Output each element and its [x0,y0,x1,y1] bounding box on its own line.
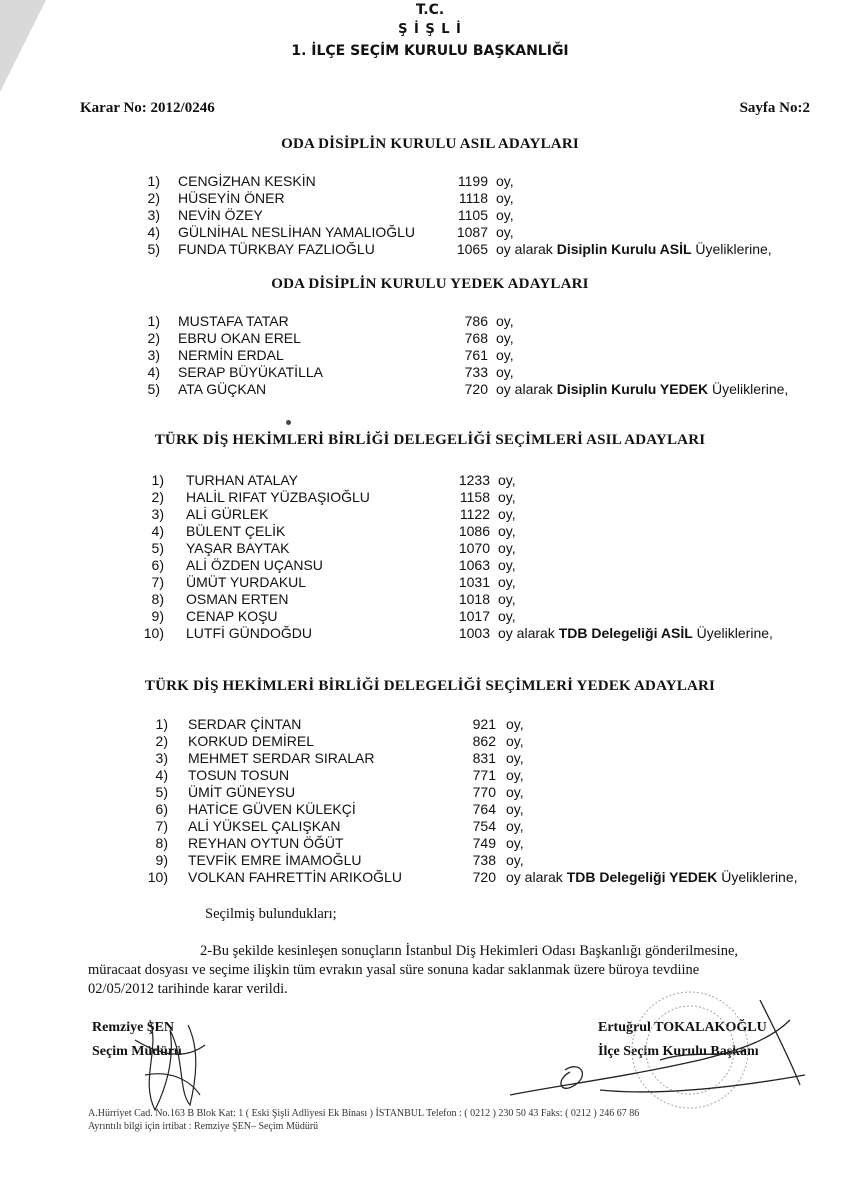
candidate-name: ALİ GÜRLEK [186,506,269,522]
candidate-name: CENGİZHAN KESKİN [178,173,316,189]
vote-unit: oy, [498,608,516,624]
vote-unit: oy, [496,330,514,346]
suffix-membership: TDB Delegeliği ASİL [558,625,693,641]
candidate-name: OSMAN ERTEN [186,591,289,607]
candidate-votes: 1063 [458,557,490,573]
suffix-membership: Disiplin Kurulu ASİL [556,241,692,257]
left-signatory-name: Remziye ŞEN [92,1020,175,1035]
candidate-votes: 1199 [457,173,488,189]
candidate-votes: 738 [472,852,496,868]
candidate-votes: 1087 [456,224,488,240]
vote-unit: oy, [496,313,514,329]
candidate-rank: 5) [151,540,164,556]
section-title: TÜRK DİŞ HEKİMLERİ BİRLİĞİ DELEGELİĞİ SEÇİMLERİ ASIL ADAYLARI [154,432,706,448]
right-signature [510,1000,805,1095]
suffix-membership: Disiplin Kurulu YEDEK [556,381,709,397]
candidate-votes: 1031 [458,574,490,590]
right-signatory-name: Ertuğrul TOKALAKOĞLU [598,1020,767,1035]
vote-unit: oy, [506,733,524,749]
candidate-rank: 6) [151,557,164,573]
candidate-name: NEVİN ÖZEY [178,207,263,223]
candidate-rank: 2) [147,190,160,206]
candidate-votes: 862 [472,733,496,749]
page-number: Sayfa No:2 [739,100,810,116]
vote-unit: oy, [498,506,516,522]
candidate-rank: 3) [155,750,168,766]
suffix-prefix: oy alarak [496,241,557,257]
candidate-rank: 3) [151,506,164,522]
vote-unit: oy, [506,801,524,817]
vote-unit: oy, [506,835,524,851]
candidate-votes: 749 [472,835,496,851]
decision-paragraph-line2: müracaat dosyası ve seçime ilişkin tüm evrakın yasal süre sonuna kadar saklanmak üzere büroya tevdiine [88,962,700,978]
candidate-votes: 720 [464,381,488,397]
candidate-rank: 5) [155,784,168,800]
suffix-end: Üyeliklerine, [691,241,772,257]
elected-text: Seçilmiş bulundukları; [205,906,337,922]
vote-unit: oy, [496,173,514,189]
candidate-votes: 1233 [458,472,490,488]
candidate-votes: 771 [472,767,496,783]
candidate-rank: 7) [155,818,168,834]
candidate-votes: 1118 [458,190,488,206]
candidate-rank: 9) [155,852,168,868]
candidate-name: VOLKAN FAHRETTİN ARIKOĞLU [188,869,402,885]
candidate-rank: 2) [151,489,164,505]
suffix-membership: TDB Delegeliği YEDEK [566,869,718,885]
vote-unit: oy, [506,750,524,766]
footer-contact: Ayrıntılı bilgi için irtibat : Remziye ŞEN– Seçim Müdürü [88,1121,319,1132]
candidate-rank: 6) [155,801,168,817]
section-title: ODA DİSİPLİN KURULU ASIL ADAYLARI [281,136,579,152]
candidate-rank: 10) [147,869,168,885]
candidate-rank: 1) [147,313,160,329]
candidate-name: FUNDA TÜRKBAY FAZLIOĞLU [178,241,375,257]
candidate-votes: 754 [472,818,496,834]
vote-unit: oy, [498,472,516,488]
candidate-name: ÜMÜT YURDAKUL [186,574,307,590]
candidate-name: ÜMİT GÜNEYSU [188,784,296,800]
candidate-name: MEHMET SERDAR SIRALAR [188,750,375,766]
decision-paragraph-line3: 02/05/2012 tarihinde karar verildi. [88,981,288,997]
candidate-rank: 3) [147,347,160,363]
decision-paragraph-line1: 2-Bu şekilde kesinleşen sonuçların İstanbul Diş Hekimleri Odası Başkanlığı gönderilmesine, [200,943,739,959]
suffix-end: Üyeliklerine, [717,869,798,885]
footer-address: A.Hürriyet Cad. No.163 B Blok Kat: 1 ( Eski Şişli Adliyesi Ek Binası ) İSTANBUL Telefon : ( 0212 ) 230 50 43 Faks: ( 0212 ) 246 67 86 [88,1108,640,1119]
candidate-name: ALİ YÜKSEL ÇALIŞKAN [188,818,341,834]
candidate-name: TOSUN TOSUN [188,767,290,783]
candidate-rank: 1) [147,173,160,189]
vote-unit: oy, [498,557,516,573]
candidate-rank: 5) [147,381,160,397]
candidate-name: HATİCE GÜVEN KÜLEKÇİ [188,801,356,817]
right-signatory-title: İlçe Seçim Kurulu Başkanı [598,1044,759,1059]
vote-unit: oy, [496,347,514,363]
suffix-end: Üyeliklerine, [692,625,773,641]
candidate-rank: 8) [151,591,164,607]
candidate-name: MUSTAFA TATAR [178,313,289,329]
vote-unit: oy, [498,523,516,539]
candidate-votes: 1017 [458,608,490,624]
header-tc: T.C. [415,2,445,18]
vote-unit: oy, [496,364,514,380]
candidate-rank: 2) [147,330,160,346]
candidate-votes: 1018 [458,591,490,607]
candidate-rank: 2) [155,733,168,749]
candidate-rank: 4) [147,224,160,240]
candidate-name: TURHAN ATALAY [186,472,299,488]
candidate-rank: 1) [151,472,164,488]
candidate-rank: 10) [143,625,164,641]
header-sisli: Ş İ Ş L İ [398,22,462,37]
candidate-votes: 768 [464,330,488,346]
candidate-name: ATA GÜÇKAN [178,381,267,397]
suffix-prefix: oy alarak [506,869,567,885]
candidate-name: TEVFİK EMRE İMAMOĞLU [188,852,362,868]
candidate-name: KORKUD DEMİREL [188,733,315,749]
vote-unit: oy, [498,574,516,590]
candidate-rank: 4) [151,523,164,539]
left-signatory-title: Seçim Müdürü [92,1044,182,1059]
candidate-name: GÜLNİHAL NESLİHAN YAMALIOĞLU [178,224,416,240]
vote-unit: oy, [496,190,514,206]
vote-unit: oy, [506,852,524,868]
vote-unit: oy, [498,489,516,505]
section-title: TÜRK DİŞ HEKİMLERİ BİRLİĞİ DELEGELİĞİ SEÇİMLERİ YEDEK ADAYLARI [144,678,716,694]
candidate-rank: 4) [155,767,168,783]
section-title: ODA DİSİPLİN KURULU YEDEK ADAYLARI [271,276,589,292]
suffix-prefix: oy alarak [496,381,557,397]
candidate-name: LUTFİ GÜNDOĞDU [186,625,312,641]
candidate-name: EBRU OKAN EREL [178,330,301,346]
candidate-name: YAŞAR BAYTAK [186,540,290,556]
candidate-votes: 1003 [458,625,490,641]
candidate-votes: 786 [464,313,488,329]
candidate-name: ALİ ÖZDEN UÇANSU [186,557,323,573]
candidate-votes: 1086 [458,523,490,539]
candidate-votes: 921 [472,716,496,732]
candidate-name: HÜSEYİN ÖNER [178,190,285,206]
candidate-name: SERDAR ÇİNTAN [188,716,302,732]
candidate-rank: 3) [147,207,160,223]
candidate-votes: 1070 [458,540,490,556]
header-board: 1. İLÇE SEÇİM KURULU BAŞKANLIĞI [291,43,569,59]
candidate-name: REYHAN OYTUN ÖĞÜT [188,835,344,851]
candidate-votes: 770 [472,784,496,800]
candidate-votes: 720 [472,869,496,885]
candidate-rank: 7) [151,574,164,590]
candidate-name: SERAP BÜYÜKATİLLA [178,364,323,380]
vote-unit: oy, [506,716,524,732]
candidate-votes: 831 [472,750,496,766]
candidate-votes: 1065 [456,241,488,257]
left-signature [135,1020,205,1110]
candidate-rank: 5) [147,241,160,257]
vote-unit: oy, [498,591,516,607]
decision-number: Karar No: 2012/0246 [80,100,215,116]
candidate-votes: 1158 [459,489,490,505]
candidate-name: CENAP KOŞU [186,608,278,624]
candidate-rank: 4) [147,364,160,380]
candidate-votes: 733 [464,364,488,380]
candidate-name: NERMİN ERDAL [178,347,284,363]
candidate-rank: 9) [151,608,164,624]
candidate-votes: 1105 [457,207,488,223]
candidate-votes: 764 [472,801,496,817]
vote-unit: oy, [506,767,524,783]
vote-unit: oy, [506,784,524,800]
candidate-votes: 1122 [459,506,490,522]
vote-unit: oy, [496,207,514,223]
vote-unit: oy, [506,818,524,834]
candidate-name: HALİL RIFAT YÜZBAŞIOĞLU [186,489,370,505]
candidate-rank: 1) [155,716,168,732]
candidate-rank: 8) [155,835,168,851]
vote-unit: oy, [498,540,516,556]
suffix-prefix: oy alarak [498,625,559,641]
vote-unit: oy, [496,224,514,240]
candidate-votes: 761 [464,347,488,363]
suffix-end: Üyeliklerine, [708,381,789,397]
candidate-name: BÜLENT ÇELİK [186,523,286,539]
